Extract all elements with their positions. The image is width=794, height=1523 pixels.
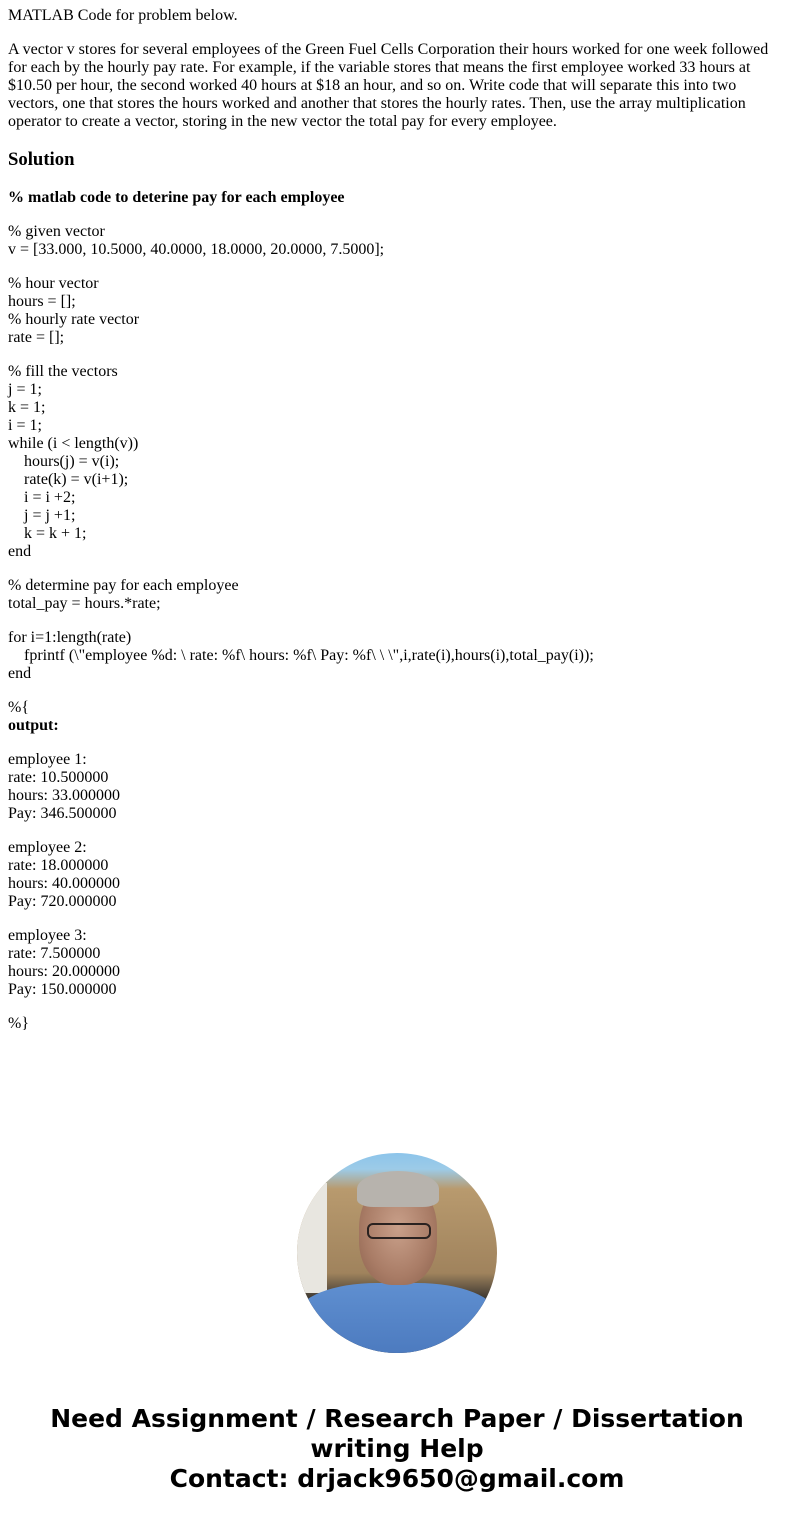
code-line: hours: 20.000000 — [8, 963, 120, 980]
code-block — [8, 223, 786, 259]
code-line: employee 2: — [8, 839, 87, 856]
code-line: hours = []; — [8, 293, 76, 310]
code-line: employee 3: — [8, 927, 87, 944]
code-line: i = 1; — [8, 417, 42, 434]
code-line: %{ — [8, 699, 30, 716]
footer-line-1: Need Assignment / Research Paper / Dissertation — [50, 1404, 744, 1433]
code-line: employee 1: — [8, 751, 87, 768]
code-block — [8, 751, 786, 823]
code-line: end — [8, 543, 32, 560]
code-block — [8, 363, 786, 561]
code-line: %} — [8, 1015, 30, 1032]
photo-hair — [357, 1171, 439, 1207]
problem-statement: A vector v stores for several employees of the Green Fuel Cells Corporation their hours worked for one week followed for each by the hourly pay rate. For example, if the variable stores that means the first employee worked 33 hours at $10.50 per hour, the second worked 40 hours at $18 an hour, and so on. Write code that will separate this into two vectors, one that stores the hours worked and another that stores the hourly rates. Then, use the array multiplication operator to create a vector, storing in the new vector the total pay for every employee. — [8, 41, 769, 130]
document-body — [8, 7, 786, 1049]
code-line: rate: 10.500000 — [8, 769, 109, 786]
author-photo — [297, 1153, 497, 1353]
code-line: k = 1; — [8, 399, 46, 416]
code-line: end — [8, 665, 32, 682]
code-block — [8, 275, 786, 347]
code-line: for i=1:length(rate) — [8, 629, 132, 646]
solution-heading: Solution — [8, 149, 75, 170]
code-block — [8, 629, 786, 683]
code-solution — [8, 189, 786, 1033]
code-line: hours(j) = v(i); — [24, 453, 120, 470]
contact-footer — [0, 1404, 794, 1494]
code-line: Pay: 150.000000 — [8, 981, 117, 998]
code-line: output: — [8, 717, 59, 734]
code-block — [8, 699, 786, 735]
code-block — [8, 927, 786, 999]
photo-background-door — [297, 1183, 327, 1293]
photo-shirt — [297, 1283, 497, 1353]
code-block — [8, 839, 786, 911]
code-line: v = [33.000, 10.5000, 40.0000, 18.0000, 20.0000, 7.5000]; — [8, 241, 385, 258]
code-line: rate = []; — [8, 329, 65, 346]
code-line: total_pay = hours.*rate; — [8, 595, 161, 612]
intro-text: MATLAB Code for problem below. — [8, 7, 238, 24]
code-line: % matlab code to deterine pay for each employee — [8, 189, 345, 206]
footer-line-3: Contact: drjack9650@gmail.com — [169, 1464, 625, 1493]
code-line: rate(k) = v(i+1); — [24, 471, 129, 488]
code-block — [8, 1015, 786, 1033]
code-line: k = k + 1; — [24, 525, 87, 542]
code-line: % hourly rate vector — [8, 311, 140, 328]
photo-glasses — [367, 1223, 431, 1239]
code-line: hours: 40.000000 — [8, 875, 120, 892]
code-line: % hour vector — [8, 275, 99, 292]
code-line: Pay: 346.500000 — [8, 805, 117, 822]
code-line: while (i < length(v)) — [8, 435, 139, 452]
code-line: Pay: 720.000000 — [8, 893, 117, 910]
code-line: rate: 7.500000 — [8, 945, 101, 962]
footer-line-2: writing Help — [310, 1434, 484, 1463]
code-line: fprintf (\"employee %d: \ rate: %f\ hours: %f\ Pay: %f\ \ \",i,rate(i),hours(i),total_pay(i)); — [24, 647, 594, 664]
code-block — [8, 189, 786, 207]
code-line: % given vector — [8, 223, 105, 240]
code-line: j = 1; — [8, 381, 42, 398]
code-line: hours: 33.000000 — [8, 787, 120, 804]
code-line: rate: 18.000000 — [8, 857, 109, 874]
code-line: % fill the vectors — [8, 363, 118, 380]
code-line: i = i +2; — [24, 489, 76, 506]
code-line: % determine pay for each employee — [8, 577, 239, 594]
code-line: j = j +1; — [24, 507, 76, 524]
code-block — [8, 577, 786, 613]
